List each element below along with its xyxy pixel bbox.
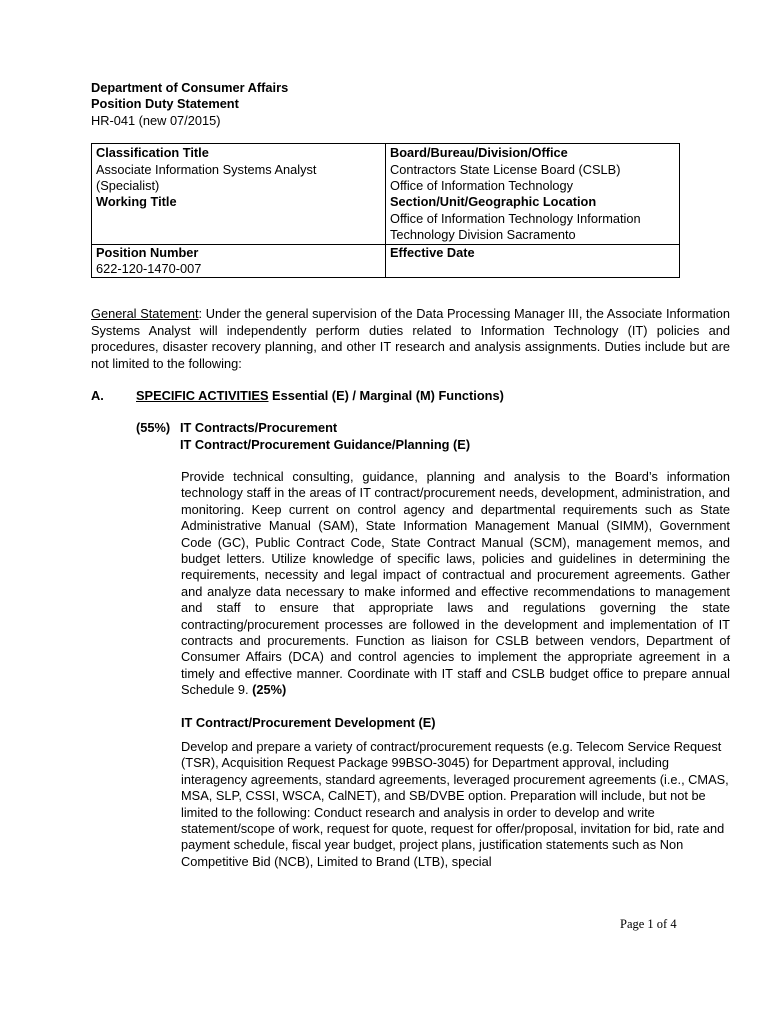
working-title-label: Working Title [96,194,177,210]
development-subtitle: IT Contract/Procurement Development (E) [181,714,436,730]
document-header [91,80,731,129]
board-value-cont: Office of Information Technology [390,178,574,194]
board-cell [386,144,680,244]
document-title: Position Duty Statement [91,96,239,112]
classification-value: Associate Information Systems Analyst [96,161,317,177]
classification-cell [92,144,386,244]
position-info-table [91,143,680,278]
classification-label: Classification Title [96,145,209,161]
activity-subtitle: IT Contract/Procurement Guidance/Planning (E) [180,436,471,452]
paragraph-percent: (25%) [252,682,287,698]
activity-title: IT Contracts/Procurement [180,420,338,436]
guidance-paragraph: Provide technical consulting, guidance, planning and analysis to the Board’s information technology staff in the areas of IT contract/procurement needs, development, administration, and monitoring. Keep current on control agency and departmental requirements such as State Administrative Manual (SAM), State Information Management Manual (SIMM), Government Code (GC), Public Contract Code, State Contract Manual (SCM), management memos, and budget letters. Utilize knowledge of specific laws, policies and guidelines in determining the requirements, necessity and legal impact of contractual and procurement agreements. Gather and analyze data necessary to make informed and effective recommendations to management and staff to ensure that appropriate laws and regulations governing the state contracting/procurement processes are followed in the development and implementation of IT contracts and procurements. Function as liaison for CSLB between vendors, Department of Consumer Affairs (DCA) and control agencies to implement the appropriate agreement in a timely and effective manner. Coordinate with IT staff and CSLB budget office to prepare annual Schedule 9. (25%) [181,468,730,698]
activity-heading [136,420,731,453]
section-label: Section/Unit/Geographic Location [390,194,597,210]
section-value-cont: Technology Division Sacramento [390,227,576,243]
form-id: HR-041 (new 07/2015) [91,112,221,128]
department-name: Department of Consumer Affairs [91,80,289,95]
activity-percent: (55%) [136,420,171,436]
document-page [91,80,731,870]
page-number: Page 1 of 4 [620,917,677,931]
effective-date-cell [386,244,680,278]
classification-value-cont: (Specialist) [96,178,160,194]
general-statement [91,306,730,372]
general-statement-label: General Statement [91,306,199,322]
board-label: Board/Bureau/Division/Office [390,145,568,161]
section-value: Office of Information Technology Information [390,210,641,226]
section-a-heading [91,388,731,404]
development-paragraph: Develop and prepare a variety of contract/procurement requests (e.g. Telecom Service Request (TSR), Acquisition Request Package 99BSO-3045) for Department approval, including interagency agreements, standard agreements, leveraged procurement agreements (i.e., CMAS, MSA, SLP, CSSI, WSCA, CalNET), and SB/DVBE option. Preparation will include, but not be limited to the following: Conduct research and analysis in order to develop and write statement/scope of work, request for quote, request for offer/proposal, invitation for bid, rate and payment schedule, fiscal year budget, project plans, justification statements such as Non Competitive Bid (NCB), Limited to Brand (LTB), special [181,739,729,869]
section-letter: A. [91,388,104,404]
position-number-label: Position Number [96,244,199,260]
general-statement-text: : Under the general supervision of the Data Processing Manager III, the Associate Information Systems Analyst will independently perform duties related to Information Technology (IT) policies and procedures, disaster recovery planning, and other IT research and analysis assignments. Duties include but are not limited to the following: [91,306,730,371]
board-value: Contractors State License Board (CSLB) [390,161,621,177]
effective-date-label: Effective Date [390,244,475,260]
position-number-value: 622-120-1470-007 [96,261,202,277]
section-title: SPECIFIC ACTIVITIES Essential (E) / Marginal (M) Functions) [136,388,504,404]
position-number-cell [92,244,386,278]
